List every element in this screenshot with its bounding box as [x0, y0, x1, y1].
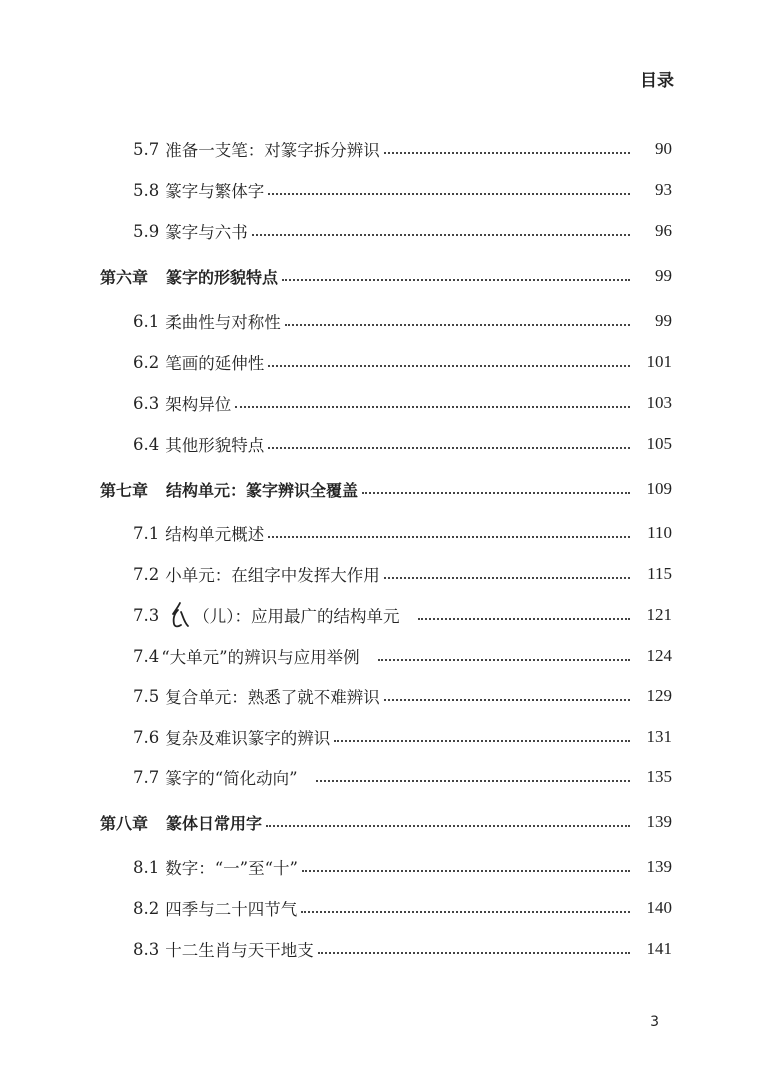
chapter-number: 第八章 [100, 813, 149, 833]
entry-title: 篆字的“简化动向” [165, 769, 298, 788]
page-number: 99 [655, 266, 672, 285]
page-number: 109 [646, 479, 672, 498]
page-number: 131 [646, 727, 672, 746]
toc-entry[interactable] [0, 429, 772, 459]
entry-title: 十二生肖与天干地支 [165, 941, 314, 960]
toc-entry[interactable] [0, 722, 772, 752]
page-number: 135 [646, 767, 672, 786]
dot-leader [268, 447, 630, 449]
page-number: 110 [647, 523, 672, 542]
toc-chapter-entry[interactable] [0, 474, 772, 504]
toc-entry[interactable] [0, 216, 772, 246]
toc-entry[interactable] [0, 641, 772, 671]
toc-entry[interactable] [0, 134, 772, 164]
entry-title: “大单元”的辨识与应用举例 [161, 648, 360, 667]
entry-title: 四季与二十四节气 [165, 900, 298, 919]
page-number: 99 [655, 311, 672, 330]
entry-title: 其他形貌特点 [165, 436, 265, 455]
section-number: 7.3 [133, 605, 160, 625]
page-footer-number: 3 [650, 1014, 659, 1030]
page-number: 141 [646, 939, 672, 958]
dot-leader [378, 659, 630, 661]
toc-entry[interactable] [0, 852, 772, 882]
entry-title: 复合单元：熟悉了就不难辨识 [165, 688, 380, 707]
page-number: 96 [655, 221, 672, 240]
dot-leader [384, 577, 630, 579]
toc-chapter-entry[interactable] [0, 807, 772, 837]
page-number: 115 [647, 564, 672, 583]
dot-leader [252, 234, 630, 236]
section-number: 7.1 [133, 523, 160, 543]
entry-title: 架构异位 [165, 395, 232, 414]
section-number: 5.9 [133, 221, 160, 241]
entry-title: 准备一支笔：对篆字拆分辨识 [165, 141, 380, 160]
dot-leader [302, 870, 630, 872]
section-number: 8.1 [133, 857, 160, 877]
page-number: 139 [646, 812, 672, 831]
section-number: 6.2 [133, 352, 160, 372]
section-number: 8.3 [133, 939, 160, 959]
dot-leader [362, 492, 630, 494]
dot-leader [282, 279, 630, 281]
page-number: 124 [646, 646, 672, 665]
section-number: 7.4 [133, 646, 160, 666]
dot-leader [334, 740, 630, 742]
entry-title: 笔画的延伸性 [165, 354, 265, 373]
toc-entry[interactable] [0, 518, 772, 548]
chapter-title: 结构单元：篆字辨识全覆盖 [166, 480, 359, 500]
seal-glyph-er-icon [169, 601, 191, 629]
toc-chapter-entry[interactable] [0, 261, 772, 291]
dot-leader [384, 152, 630, 154]
section-number: 7.5 [133, 686, 160, 706]
dot-leader [301, 911, 630, 913]
dot-leader [418, 618, 631, 620]
chapter-title: 篆字的形貌特点 [166, 267, 279, 287]
page-number: 93 [655, 180, 672, 199]
page-number: 121 [646, 605, 672, 624]
toc-entry[interactable] [0, 347, 772, 377]
dot-leader [235, 406, 630, 408]
toc-entry[interactable] [0, 893, 772, 923]
dot-leader [318, 952, 630, 954]
page-number: 101 [646, 352, 672, 371]
toc-entry[interactable] [0, 934, 772, 964]
entry-title: 数字：“一”至“十” [165, 859, 298, 878]
chapter-number: 第七章 [100, 480, 149, 500]
page-number: 139 [646, 857, 672, 876]
page-number: 129 [646, 686, 672, 705]
dot-leader [316, 780, 630, 782]
page-number: 90 [655, 139, 672, 158]
section-number: 5.7 [133, 139, 160, 159]
toc-entry[interactable] [0, 559, 772, 589]
toc-entry[interactable] [0, 175, 772, 205]
dot-leader [268, 536, 630, 538]
entry-title: 篆字与六书 [165, 223, 248, 242]
section-number: 7.2 [133, 564, 160, 584]
section-number: 7.7 [133, 767, 160, 787]
toc-entry[interactable] [0, 306, 772, 336]
section-number: 8.2 [133, 898, 160, 918]
running-header: 目录 [640, 71, 674, 91]
toc-entry[interactable] [0, 388, 772, 418]
entry-title: 柔曲性与对称性 [165, 313, 281, 332]
dot-leader [384, 699, 630, 701]
dot-leader [266, 825, 630, 827]
section-number: 6.1 [133, 311, 160, 331]
toc-entry[interactable] [0, 762, 772, 792]
dot-leader [268, 193, 630, 195]
dot-leader [268, 365, 630, 367]
entry-title: 结构单元概述 [165, 525, 265, 544]
toc-entry[interactable] [0, 681, 772, 711]
section-number: 6.3 [133, 393, 160, 413]
section-number: 7.6 [133, 727, 160, 747]
dot-leader [285, 324, 630, 326]
entry-title: 复杂及难识篆字的辨识 [165, 729, 331, 748]
page-number: 140 [646, 898, 672, 917]
page-number: 103 [646, 393, 672, 412]
entry-title: 小单元：在组字中发挥大作用 [165, 566, 380, 585]
entry-title: （儿）：应用最广的结构单元 [193, 607, 400, 626]
page-number: 105 [646, 434, 672, 453]
toc-entry[interactable] [0, 600, 772, 630]
chapter-title: 篆体日常用字 [166, 813, 263, 833]
chapter-number: 第六章 [100, 267, 149, 287]
section-number: 6.4 [133, 434, 160, 454]
entry-title: 篆字与繁体字 [165, 182, 265, 201]
section-number: 5.8 [133, 180, 160, 200]
